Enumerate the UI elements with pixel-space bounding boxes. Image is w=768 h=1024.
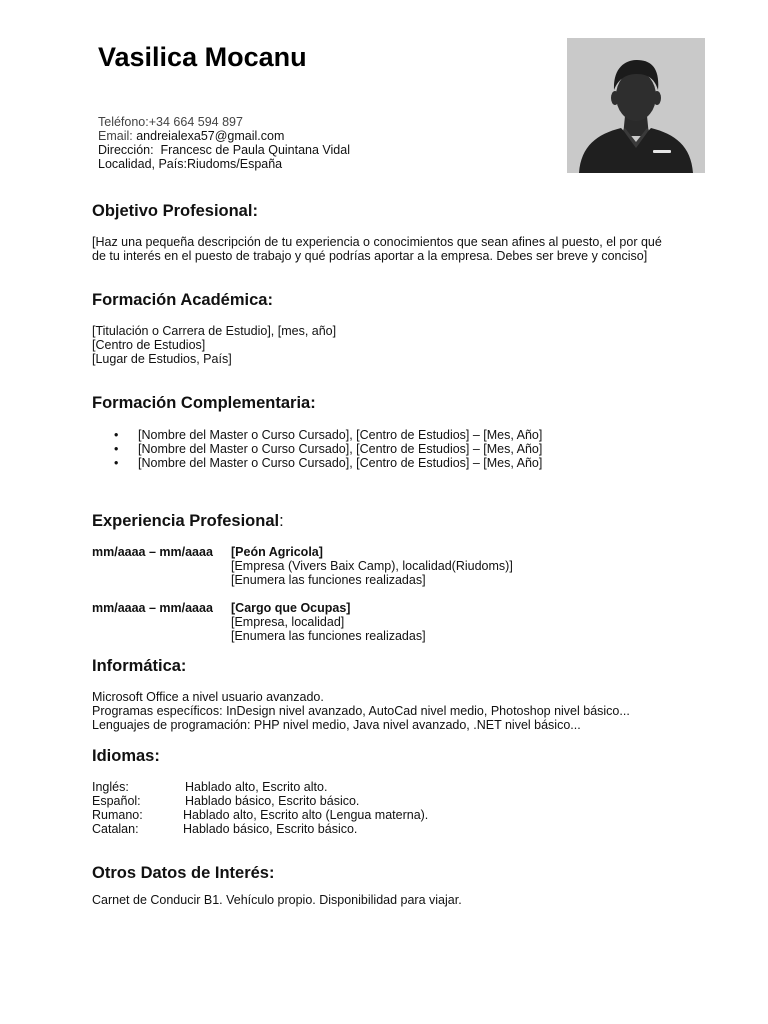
address-text: Dirección: Francesc de Paula Quintana Vidal [98,143,350,157]
language-name: Catalan: [92,822,139,836]
job-company: [Empresa (Vivers Baix Camp), localidad(Riudoms)] [231,559,513,573]
user-avatar-silhouette-icon [567,38,705,173]
language-name: Español: [92,794,141,808]
section-heading-objective: Objetivo Profesional: [92,202,258,220]
computing-line: Microsoft Office a nivel usuario avanzado. [92,690,324,704]
language-level: Hablado alto, Escrito alto (Lengua materna). [183,808,429,822]
contact-phone [98,115,243,129]
language-name: Rumano: [92,808,143,822]
language-row [92,808,492,822]
language-level: Hablado básico, Escrito básico. [185,794,360,808]
computing-line: Programas específicos: InDesign nivel avanzado, AutoCad nivel medio, Photoshop nivel básico... [92,704,630,718]
contact-address [98,143,350,157]
computing-line: Lenguajes de programación: PHP nivel medio, Java nivel avanzado, .NET nivel básico... [92,718,581,732]
contact-locality [98,157,282,171]
section-heading-languages: Idiomas: [92,747,160,765]
list-item: • [Nombre del Master o Curso Cursado], [Centro de Estudios] – [Mes, Año] [114,428,542,442]
education-line: [Lugar de Estudios, País] [92,352,232,366]
job-entry [231,545,513,587]
language-row [92,822,492,836]
language-level: Hablado alto, Escrito alto. [185,780,328,794]
language-name: Inglés: [92,780,129,794]
email-label: Email: [98,129,133,143]
complementary-list [114,428,542,470]
email-value: andreialexa57@gmail.com [132,129,285,143]
section-heading-education: Formación Académica: [92,291,273,309]
section-heading-other: Otros Datos de Interés: [92,864,275,882]
list-item: • [Nombre del Master o Curso Cursado], [Centro de Estudios] – [Mes, Año] [114,442,542,456]
locality-text: Localidad, País:Riudoms/España [98,157,283,171]
section-heading-experience [92,512,284,531]
section-heading-complementary: Formación Complementaria: [92,394,316,412]
job-title: [Cargo que Ocupas] [231,601,351,615]
language-row [92,794,492,808]
job-company: [Empresa, localidad] [231,615,345,629]
experience-heading-colon: : [279,512,284,530]
phone-text: Teléfono:+34 664 594 897 [98,115,243,129]
list-item: • [Nombre del Master o Curso Cursado], [Centro de Estudios] – [Mes, Año] [114,456,542,470]
job-functions: [Enumera las funciones realizadas] [231,629,426,643]
job-dates: mm/aaaa – mm/aaaa [92,601,213,615]
job-title: [Peón Agricola] [231,545,323,559]
job-functions: [Enumera las funciones realizadas] [231,573,426,587]
objective-line: [Haz una pequeña descripción de tu experiencia o conocimientos que sean afines al puesto, el por qué [92,235,662,249]
job-dates: mm/aaaa – mm/aaaa [92,545,213,559]
candidate-name: Vasilica Mocanu [98,42,307,72]
profile-photo [567,38,705,173]
objective-line: de tu interés en el puesto de trabajo y qué podrías aportar a la empresa. Debes ser breve y conciso] [92,249,648,263]
other-text: Carnet de Conducir B1. Vehículo propio. Disponibilidad para viajar. [92,893,462,907]
language-level: Hablado básico, Escrito básico. [183,822,358,836]
job-entry [231,601,426,643]
education-line: [Titulación o Carrera de Estudio], [mes, año] [92,324,337,338]
experience-heading-text: Experiencia Profesional [92,512,280,530]
language-row [92,780,492,794]
education-line: [Centro de Estudios] [92,338,206,352]
section-heading-computing: Informática: [92,657,187,675]
contact-email [98,129,284,143]
